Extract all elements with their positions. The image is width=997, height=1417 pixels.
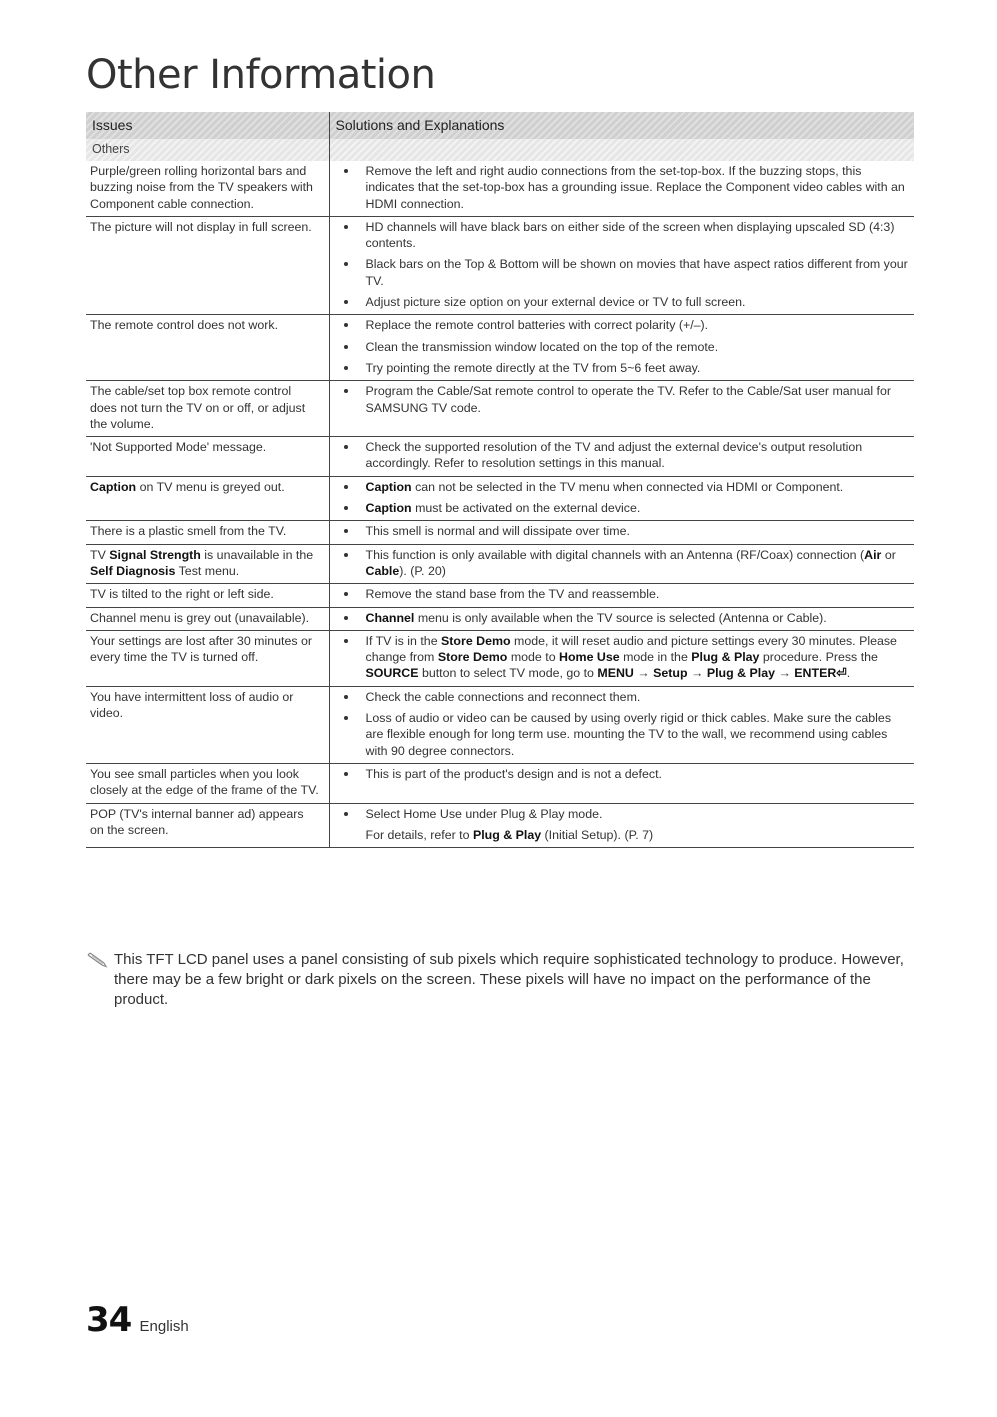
text-run: 'Not Supported Mode' message. [90, 440, 267, 455]
solution-item [340, 710, 911, 759]
issue-cell [86, 544, 329, 584]
solution-item [340, 317, 911, 333]
section-label: Others [86, 139, 329, 161]
solution-list [340, 439, 911, 472]
issue-cell [86, 476, 329, 521]
solution-list [340, 523, 911, 539]
table-row [86, 216, 914, 314]
emphasis-text: Store Demo [437, 650, 508, 665]
solution-item [340, 689, 911, 705]
solution-cell [329, 437, 914, 477]
text-run: HD channels will have black bars on either side of the screen when displaying upscaled SD (4:3) contents. [365, 219, 895, 251]
solution-list [340, 586, 911, 602]
text-run: You have intermittent loss of audio or video. [90, 689, 294, 721]
table-row [86, 544, 914, 584]
solution-list [340, 689, 911, 759]
emphasis-text: Caption [90, 479, 137, 494]
solution-item [340, 500, 911, 516]
text-run: or [881, 547, 896, 562]
text-run: POP (TV's internal banner ad) appears on the screen. [90, 806, 304, 837]
emphasis-text: Self Diagnosis [90, 563, 176, 578]
solution-item [340, 219, 911, 252]
issue-cell [86, 803, 329, 848]
solution-item [340, 360, 911, 376]
text-run: . [846, 666, 851, 681]
footer-language: English [139, 1318, 189, 1335]
table-header-row [86, 112, 914, 139]
solution-cell [329, 584, 914, 607]
solution-item [340, 610, 911, 626]
text-run: This function is only available with digital channels with an Antenna (RF/Coax) connection ( [365, 547, 865, 562]
text-run: Check the cable connections and reconnect them. [365, 689, 641, 704]
text-run: For details, refer to [365, 827, 473, 842]
text-run: Try pointing the remote directly at the TV from 5~6 feet away. [365, 360, 701, 375]
text-run: mode, it will reset audio and picture settings every 30 minutes. Please change from [365, 633, 897, 665]
text-run: Channel menu is grey out (unavailable). [90, 610, 310, 625]
issue-cell [86, 630, 329, 686]
text-run: Adjust picture size option on your external device or TV to full screen. [365, 295, 746, 310]
table-row [86, 803, 914, 848]
text-run: is unavailable in the [200, 547, 314, 562]
column-header-issues: Issues [86, 112, 329, 139]
text-run: Purple/green rolling horizontal bars and buzzing noise from the TV speakers with Component cable connection. [90, 164, 313, 211]
emphasis-text: Plug & Play [706, 666, 776, 681]
note-pencil-icon [86, 952, 108, 968]
solution-item [340, 523, 911, 539]
solution-list [340, 479, 911, 517]
text-run: Your settings are lost after 30 minutes or every time the TV is turned off. [90, 633, 313, 665]
solution-item [340, 256, 911, 289]
troubleshooting-table [86, 112, 914, 848]
solution-list [340, 317, 911, 376]
issue-cell [86, 763, 329, 803]
emphasis-text: Signal Strength [109, 547, 201, 562]
issue-cell [86, 161, 329, 216]
solution-item [340, 439, 911, 472]
solution-list [340, 806, 911, 844]
table-row [86, 686, 914, 763]
solution-cell [329, 630, 914, 686]
issue-cell [86, 584, 329, 607]
emphasis-text: Cable [365, 563, 400, 578]
emphasis-text: Caption [365, 501, 412, 516]
page-number: 34 [86, 1300, 132, 1340]
solution-cell [329, 686, 914, 763]
solution-cell [329, 476, 914, 521]
emphasis-text: Store Demo [441, 633, 511, 648]
table-row [86, 315, 914, 381]
text-run: must be activated on the external device. [411, 501, 641, 516]
emphasis-text: Home Use [559, 650, 620, 665]
text-run: There is a plastic smell from the TV. [90, 524, 287, 539]
text-run: button to select TV mode, go to [418, 666, 598, 681]
solution-list [340, 383, 911, 416]
solution-list [340, 610, 911, 626]
solution-item [340, 586, 911, 602]
text-run: → [687, 666, 707, 681]
table-row [86, 381, 914, 437]
solution-item [340, 479, 911, 495]
solution-list [340, 766, 911, 782]
issue-cell [86, 315, 329, 381]
text-run: procedure. Press the [759, 650, 878, 665]
text-run: Select Home Use under Plug & Play mode. [365, 806, 603, 821]
text-run: menu is only available when the TV source is selected (Antenna or Cable). [414, 610, 827, 625]
table-row [86, 630, 914, 686]
solution-list [340, 633, 911, 682]
text-run: If TV is in the [365, 633, 442, 648]
table-row [86, 161, 914, 216]
text-run: This smell is normal and will dissipate over time. [365, 524, 630, 539]
emphasis-text: Caption [365, 479, 412, 494]
section-header-row [86, 139, 914, 161]
note-text: This TFT LCD panel uses a panel consisting of sub pixels which require sophisticated technology to produce. However, there may be a few bright or dark pixels on the screen. These pixels will have no impact on the performance of the product. [114, 951, 904, 1008]
text-run: Black bars on the Top & Bottom will be shown on movies that have aspect ratios different from your TV. [365, 257, 908, 288]
text-run: Remove the stand base from the TV and reassemble. [365, 587, 660, 602]
solution-item [340, 547, 911, 580]
solution-cell [329, 544, 914, 584]
text-run: mode to [507, 650, 560, 665]
issue-cell [86, 686, 329, 763]
emphasis-text: ENTER [794, 666, 837, 681]
text-run: Clean the transmission window located on the top of the remote. [365, 339, 719, 354]
table-row [86, 476, 914, 521]
text-run: Test menu. [175, 563, 240, 578]
solution-item [340, 806, 911, 822]
solution-cell [329, 607, 914, 630]
solution-list [340, 547, 911, 580]
text-run: ). (P. 20) [399, 563, 446, 578]
emphasis-text: Plug & Play [691, 650, 760, 665]
page-title: Other Information [86, 52, 436, 98]
column-header-solutions: Solutions and Explanations [329, 112, 914, 139]
solution-item [340, 633, 911, 682]
solution-list [340, 219, 911, 310]
emphasis-text: Setup [653, 666, 688, 681]
solution-item [340, 383, 911, 416]
text-run: The remote control does not work. [90, 318, 279, 333]
solution-continuation [340, 827, 911, 843]
text-run: Loss of audio or video can be caused by using overly rigid or thick cables. Make sure the cables are flexible enough for long term use. mounting the TV to the wall, we recommend using cables with 90 degree connectors. [365, 711, 892, 758]
solution-cell [329, 521, 914, 544]
text-run: The cable/set top box remote control does not turn the TV on or off, or adjust the volume. [90, 384, 306, 431]
solution-item [340, 163, 911, 212]
text-run: You see small particles when you look closely at the edge of the frame of the TV. [90, 766, 319, 798]
solution-cell [329, 216, 914, 314]
issue-cell [86, 607, 329, 630]
solution-item [340, 294, 911, 310]
text-run: → [775, 666, 795, 681]
page-footer [86, 1300, 189, 1340]
section-filler [329, 139, 914, 161]
text-run: on TV menu is greyed out. [136, 479, 285, 494]
solution-cell [329, 763, 914, 803]
text-run: can not be selected in the TV menu when connected via HDMI or Component. [411, 479, 844, 494]
text-run: → [633, 666, 654, 681]
text-run: The picture will not display in full screen. [90, 219, 312, 234]
emphasis-text: Channel [365, 610, 415, 625]
emphasis-text: MENU [597, 666, 634, 681]
text-run: mode in the [619, 650, 692, 665]
emphasis-text: SOURCE [365, 666, 419, 681]
solution-cell [329, 315, 914, 381]
issue-cell [86, 437, 329, 477]
solution-cell [329, 803, 914, 848]
issue-cell [86, 216, 329, 314]
text-run: Replace the remote control batteries with correct polarity (+/–). [365, 318, 709, 333]
solution-cell [329, 161, 914, 216]
table-row [86, 763, 914, 803]
text-run: This is part of the product's design and is not a defect. [365, 766, 662, 781]
text-run: Check the supported resolution of the TV and adjust the external device's output resolution accordingly. Refer to resolution settings in this manual. [365, 440, 863, 471]
table-row [86, 437, 914, 477]
text-run: TV [90, 547, 110, 562]
text-run: (Initial Setup). (P. 7) [541, 827, 654, 842]
emphasis-text: ⏎ [836, 666, 847, 681]
emphasis-text: Air [864, 547, 882, 562]
issue-cell [86, 381, 329, 437]
solution-cell [329, 381, 914, 437]
issue-cell [86, 521, 329, 544]
solution-list [340, 163, 911, 212]
solution-item [340, 766, 911, 782]
table-row [86, 521, 914, 544]
note-block [86, 950, 916, 1010]
solution-item [340, 339, 911, 355]
text-run: Program the Cable/Sat remote control to operate the TV. Refer to the Cable/Sat user manual for SAMSUNG TV code. [365, 384, 892, 415]
text-run: Remove the left and right audio connections from the set-top-box. If the buzzing stops, this indicates that the set-top-box has a grounding issue. Replace the Component video cables with an HDMI connection. [365, 164, 905, 211]
table-row [86, 584, 914, 607]
text-run: TV is tilted to the right or left side. [90, 587, 274, 602]
emphasis-text: Plug & Play [472, 827, 542, 842]
table-row [86, 607, 914, 630]
